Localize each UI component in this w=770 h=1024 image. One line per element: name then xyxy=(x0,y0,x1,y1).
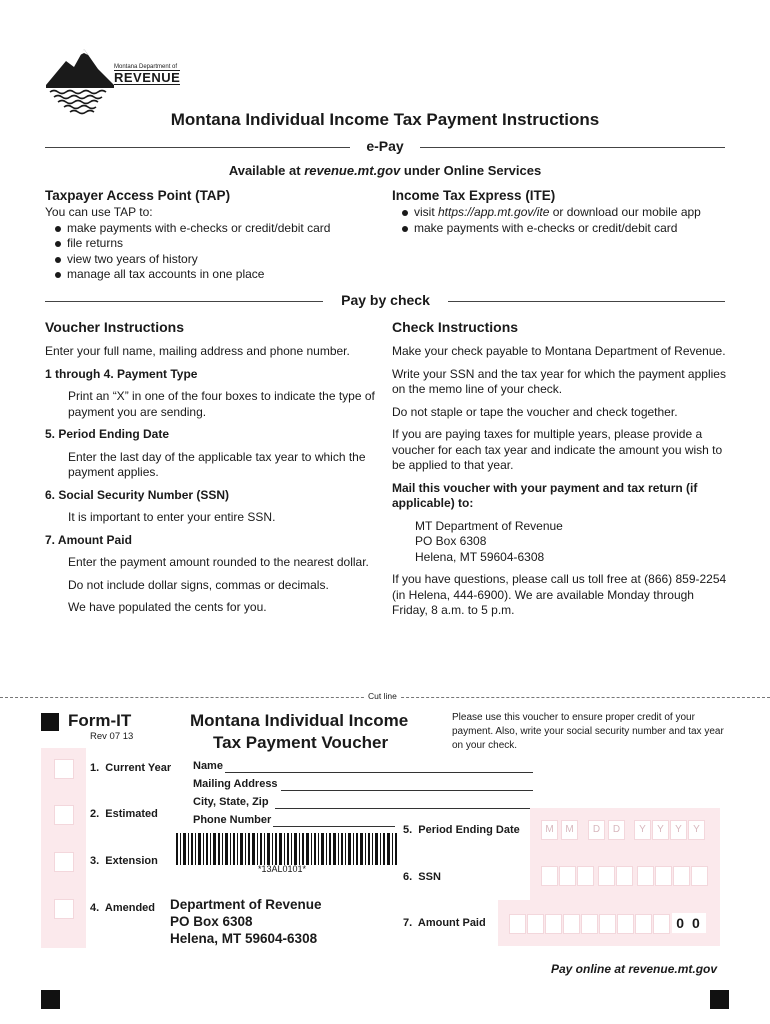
form-rev: Rev 07 13 xyxy=(90,731,134,742)
payment-type-text: Print an “X” in one of the four boxes to indicate the type of payment you are sending. xyxy=(68,389,375,419)
check-p2: Write your SSN and the tax year for which the payment applies on the memo line of your check. xyxy=(392,366,726,396)
estimated-checkbox[interactable] xyxy=(54,805,74,825)
period-digit-d1[interactable]: D xyxy=(588,820,605,840)
mail-address xyxy=(392,519,732,566)
amount-paid-field-label: 7. Amount Paid xyxy=(403,917,486,929)
barcode xyxy=(176,833,398,865)
ssn-digit[interactable] xyxy=(577,866,594,886)
voucher-note: Please use this voucher to ensure proper credit of your payment. Also, write your social security number and tax year on your check. xyxy=(452,712,724,751)
check-rule-left xyxy=(45,301,323,302)
amount-digit[interactable] xyxy=(653,914,670,934)
ssn-field-label: 6. SSN xyxy=(403,871,441,883)
period-digit-d2[interactable]: D xyxy=(608,820,625,840)
period-digit-m2[interactable]: M xyxy=(561,820,578,840)
barcode-text: *13AL0101* xyxy=(258,864,307,874)
check-p4: If you are paying taxes for multiple years, please provide a voucher for each tax year and indicate the amount you wish to be applied to that year. xyxy=(392,427,723,472)
period-digit-y3[interactable]: Y xyxy=(670,820,687,840)
ite-section xyxy=(392,187,732,236)
amount-cents: 0 0 xyxy=(672,913,706,933)
mail-heading: Mail this voucher with your payment and tax return (if applicable) to: xyxy=(392,480,698,510)
address-line: PO Box 6308 xyxy=(415,534,487,548)
epay-rule-left xyxy=(45,147,350,148)
ite-link[interactable]: https://app.mt.gov/ite xyxy=(438,205,550,219)
amount-digit[interactable] xyxy=(563,914,580,934)
period-ending-text: Enter the last day of the applicable tax year to which the payment applies. xyxy=(68,449,366,479)
amount-digit[interactable] xyxy=(581,914,598,934)
estimated-label: 2. Estimated xyxy=(90,808,158,820)
revenue-site-link[interactable]: revenue.mt.gov xyxy=(304,163,401,178)
corner-mark-bottom-right xyxy=(710,990,729,1009)
phone-field[interactable] xyxy=(273,826,395,827)
amount-paid-text-3: We have populated the cents for you. xyxy=(68,600,267,614)
period-ending-label: 5. Period Ending Date xyxy=(45,427,170,441)
amended-checkbox[interactable] xyxy=(54,899,74,919)
address-line: Helena, MT 59604-6308 xyxy=(415,549,545,564)
voucher-intro: Enter your full name, mailing address and phone number. xyxy=(45,344,350,358)
amount-digit[interactable] xyxy=(599,914,616,934)
city-label: City, State, Zip xyxy=(193,796,269,808)
ssn-digit[interactable] xyxy=(598,866,615,886)
amount-digit[interactable] xyxy=(635,914,652,934)
ssn-label: 6. Social Security Number (SSN) xyxy=(45,487,230,502)
pay-online-text: Pay online at revenue.mt.gov xyxy=(551,962,718,976)
check-rule-right xyxy=(448,301,725,302)
return-address-1: Department of Revenue xyxy=(170,897,322,912)
extension-label: 3. Extension xyxy=(90,855,158,867)
name-label: Name xyxy=(193,760,223,772)
period-ending-date-label: 5. Period Ending Date xyxy=(403,824,520,836)
voucher-title-2: Tax Payment Voucher xyxy=(213,733,389,752)
city-field[interactable] xyxy=(275,808,533,809)
list-item: manage all tax accounts in one place xyxy=(45,267,375,283)
current-year-checkbox[interactable] xyxy=(54,759,74,779)
epay-rule-right xyxy=(420,147,725,148)
ssn-digit[interactable] xyxy=(691,866,708,886)
ssn-digit[interactable] xyxy=(673,866,690,886)
ssn-digit[interactable] xyxy=(541,866,558,886)
epay-available: Available at revenue.mt.gov under Online Services xyxy=(228,163,542,178)
amount-digit[interactable] xyxy=(617,914,634,934)
check-p3: Do not staple or tape the voucher and check together. xyxy=(392,404,678,419)
tap-list xyxy=(45,221,375,283)
check-instructions xyxy=(392,318,732,619)
ssn-digit[interactable] xyxy=(559,866,576,886)
logo-dept-large: REVENUE xyxy=(114,70,181,85)
list-item: view two years of history xyxy=(45,252,375,268)
voucher-instructions xyxy=(45,318,381,616)
return-address-3: Helena, MT 59604-6308 xyxy=(170,931,318,946)
ssn-digit[interactable] xyxy=(637,866,654,886)
amount-digit[interactable] xyxy=(545,914,562,934)
return-address-2: PO Box 6308 xyxy=(170,914,253,929)
period-digit-m1[interactable]: M xyxy=(541,820,558,840)
tap-heading: Taxpayer Access Point (TAP) xyxy=(45,188,231,203)
address-line: MT Department of Revenue xyxy=(415,518,563,533)
form-id: Form-IT xyxy=(68,711,132,730)
mailing-label: Mailing Address xyxy=(193,778,278,790)
ite-heading: Income Tax Express (ITE) xyxy=(392,188,556,203)
amount-digit[interactable] xyxy=(527,914,544,934)
payment-type-label: 1 through 4. Payment Type xyxy=(45,366,198,381)
name-field[interactable] xyxy=(225,772,533,773)
questions-text: If you have questions, please call us toll free at (866) 859-2254 (in Helena, 444-6900). We are available Monday through Friday, 8 a.m. to 5 p.m. xyxy=(392,572,727,617)
voucher-title-1: Montana Individual Income xyxy=(190,711,409,730)
amount-paid-text-2: Do not include dollar signs, commas or decimals. xyxy=(68,577,329,592)
revenue-logo xyxy=(44,43,184,115)
ite-list xyxy=(392,205,732,236)
list-item: make payments with e-checks or credit/debit card xyxy=(45,221,375,237)
tap-section xyxy=(45,187,375,283)
cut-line-label: Cut line xyxy=(365,691,400,701)
mailing-field[interactable] xyxy=(281,790,533,791)
tap-intro: You can use TAP to: xyxy=(45,205,153,219)
ssn-text: It is important to enter your entire SSN. xyxy=(68,510,276,524)
pay-by-check-heading: Pay by check xyxy=(341,292,430,308)
list-item: make payments with e-checks or credit/debit card xyxy=(392,221,732,237)
epay-heading: e-Pay xyxy=(366,138,404,154)
extension-checkbox[interactable] xyxy=(54,852,74,872)
corner-mark-top-left xyxy=(41,713,59,731)
list-item: file returns xyxy=(45,236,375,252)
check-p1: Make your check payable to Montana Department of Revenue. xyxy=(392,344,726,358)
list-item: visit https://app.mt.gov/ite or download our mobile app xyxy=(392,205,732,221)
amended-label: 4. Amended xyxy=(90,902,155,914)
period-digit-y4[interactable]: Y xyxy=(688,820,705,840)
phone-label: Phone Number xyxy=(193,814,272,826)
corner-mark-bottom-left xyxy=(41,990,60,1009)
amount-digit[interactable] xyxy=(509,914,526,934)
voucher-instructions-heading: Voucher Instructions xyxy=(45,319,184,335)
current-year-label: 1. Current Year xyxy=(90,762,172,774)
ssn-digit[interactable] xyxy=(616,866,633,886)
period-digit-y1[interactable]: Y xyxy=(634,820,651,840)
page-title: Montana Individual Income Tax Payment Instructions xyxy=(170,110,600,129)
amount-paid-label: 7. Amount Paid xyxy=(45,532,132,547)
amount-paid-text-1: Enter the payment amount rounded to the nearest dollar. xyxy=(68,555,369,569)
logo-dept-small: Montana Department of xyxy=(114,64,178,70)
period-digit-y2[interactable]: Y xyxy=(652,820,669,840)
ssn-digit[interactable] xyxy=(655,866,672,886)
check-instructions-heading: Check Instructions xyxy=(392,319,519,335)
